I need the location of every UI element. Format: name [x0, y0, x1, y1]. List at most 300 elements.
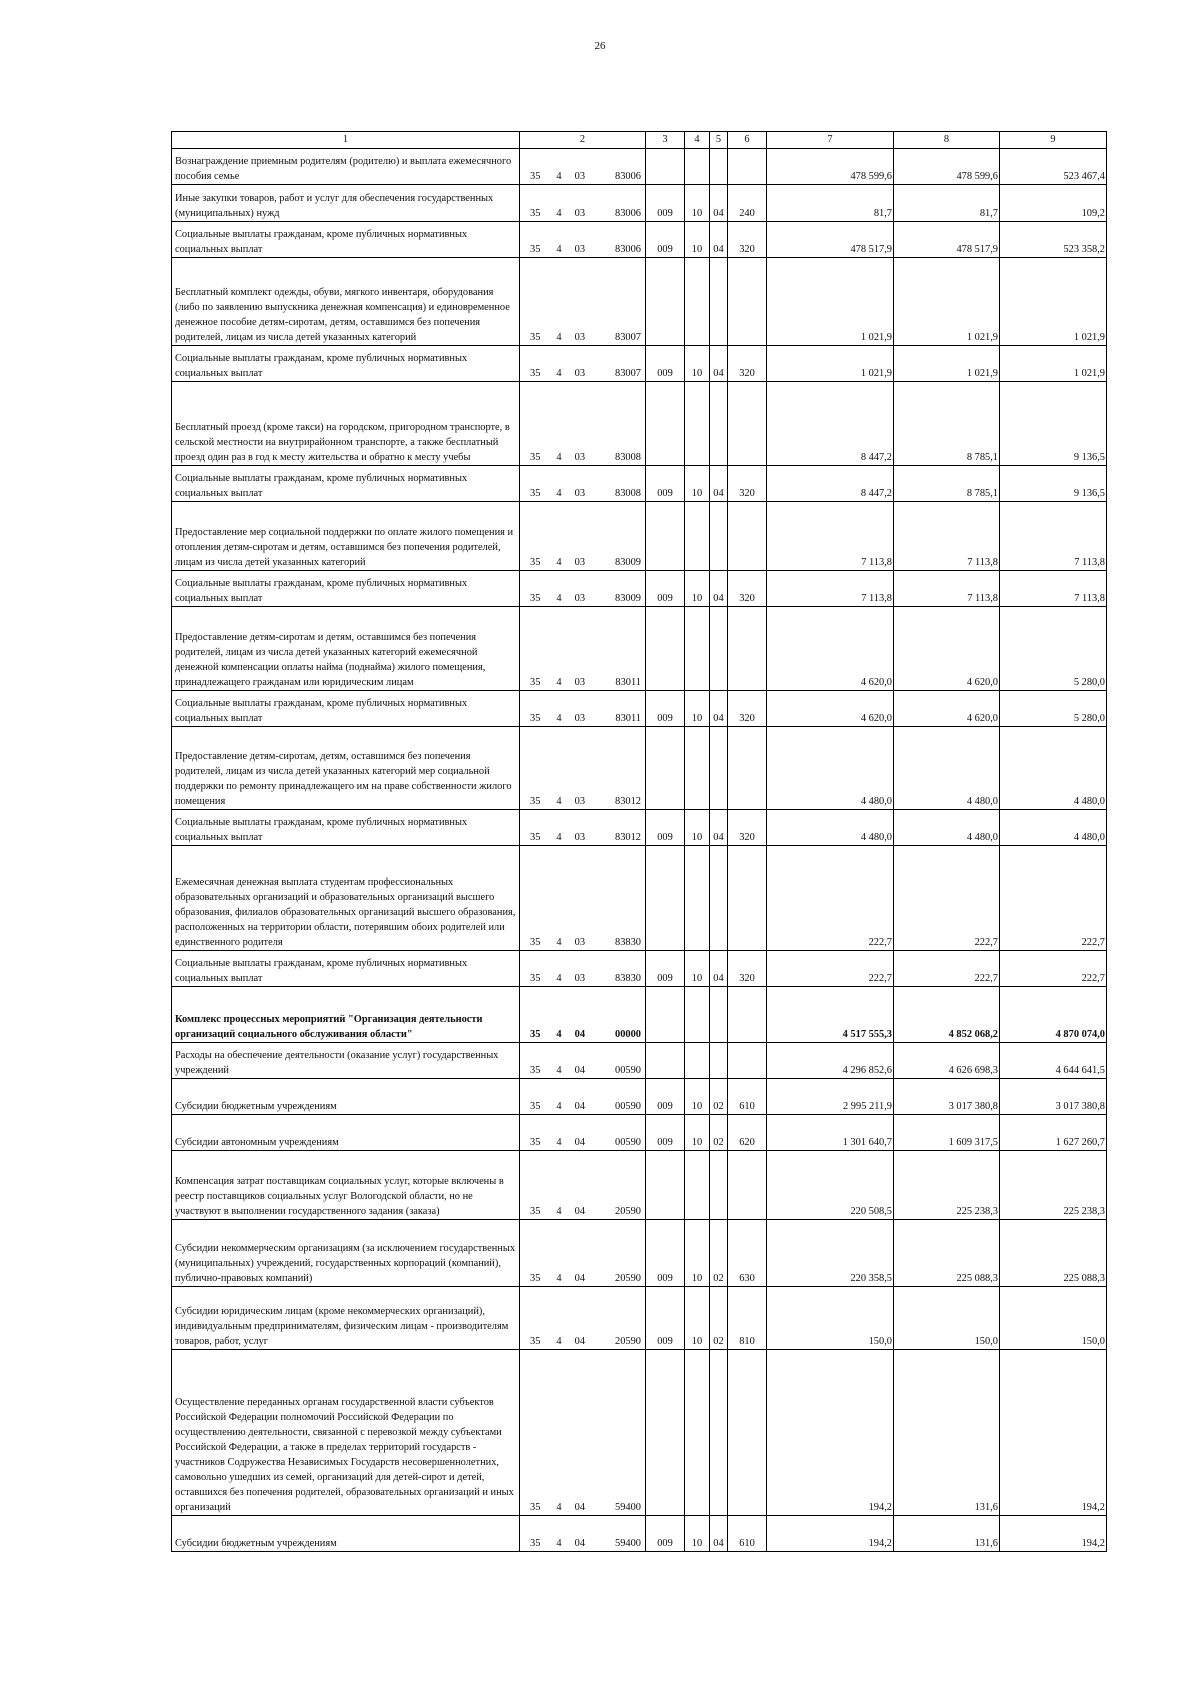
row-amount-col7: 4 517 555,3: [767, 987, 894, 1043]
row-amount-col8: 81,7: [894, 185, 1000, 222]
header-cell-5: 5: [710, 132, 728, 149]
row-subsection-code: [710, 258, 728, 346]
target-code-parts: [520, 830, 645, 845]
target-code-part: 35: [530, 1029, 541, 1040]
row-description: Предоставление мер социальной поддержки по оплате жилого помещения и отопления детям-сиротам и детям, оставшимся без попечения родителей, лицам из числа детей указанных категорий: [172, 502, 520, 571]
page-number: 26: [594, 40, 606, 52]
row-target-code: [520, 466, 646, 502]
row-amount-col8: 222,7: [894, 951, 1000, 987]
target-code-part: 00590: [615, 1065, 641, 1076]
target-code-parts: [520, 330, 645, 345]
row-amount-col8: 478 599,6: [894, 149, 1000, 185]
target-code-part: 4: [556, 332, 562, 343]
target-code-parts: [520, 935, 645, 950]
row-ministry-code: [646, 258, 685, 346]
table-row: [172, 810, 1107, 846]
row-expense-type-code: 320: [728, 222, 767, 258]
row-subsection-code: 04: [710, 185, 728, 222]
row-amount-col9: 4 480,0: [1000, 727, 1107, 810]
table-row: [172, 727, 1107, 810]
row-description: Бесплатный комплект одежды, обуви, мягкого инвентаря, оборудования (либо по заявлению выпускника денежная компенсация) и единовременное денежное пособие детям-сиротам, детям, оставшимся без попечения родителей, лицам из числа детей указанных категорий: [172, 258, 520, 346]
target-code-parts: [520, 971, 645, 986]
target-code-part: 03: [574, 244, 586, 255]
target-code-part: 03: [574, 557, 586, 568]
row-target-code: [520, 1151, 646, 1220]
row-ministry-code: [646, 727, 685, 810]
row-description: Ежемесячная денежная выплата студентам профессиональных образовательных организаций и образовательных организаций высшего образования, филиалов образовательных организаций высшего образования, расположенных на территории области, потерявшим обоих родителей или единственного родителя: [172, 846, 520, 951]
row-target-code: [520, 846, 646, 951]
target-code-part: 04: [574, 1206, 586, 1217]
target-code-part: 35: [530, 713, 541, 724]
row-amount-col9: 109,2: [1000, 185, 1107, 222]
target-code-part: 35: [530, 368, 541, 379]
target-code-part: 35: [530, 1065, 541, 1076]
row-amount-col8: 131,6: [894, 1350, 1000, 1516]
row-amount-col8: 1 609 317,5: [894, 1115, 1000, 1151]
table-body: [172, 132, 1107, 1552]
target-code-part: 35: [530, 593, 541, 604]
row-subsection-code: [710, 1151, 728, 1220]
budget-table: [171, 131, 1107, 1552]
row-expense-type-code: [728, 846, 767, 951]
target-code-part: 35: [530, 1206, 541, 1217]
row-ministry-code: 009: [646, 1079, 685, 1115]
target-code-part: 04: [574, 1538, 586, 1549]
row-amount-col8: 8 785,1: [894, 382, 1000, 466]
row-expense-type-code: 610: [728, 1079, 767, 1115]
row-amount-col7: 7 113,8: [767, 502, 894, 571]
row-expense-type-code: [728, 149, 767, 185]
row-description: Социальные выплаты гражданам, кроме публичных нормативных социальных выплат: [172, 691, 520, 727]
target-code-part: 35: [530, 1137, 541, 1148]
row-ministry-code: [646, 502, 685, 571]
target-code-parts: [520, 242, 645, 257]
row-amount-col8: 478 517,9: [894, 222, 1000, 258]
target-code-part: 03: [574, 832, 586, 843]
target-code-part: 35: [530, 677, 541, 688]
row-ministry-code: [646, 1151, 685, 1220]
target-code-part: 35: [530, 488, 541, 499]
row-expense-type-code: [728, 727, 767, 810]
row-target-code: [520, 149, 646, 185]
row-target-code: [520, 727, 646, 810]
row-ministry-code: 009: [646, 1516, 685, 1552]
row-amount-col8: 4 480,0: [894, 810, 1000, 846]
row-expense-type-code: 320: [728, 466, 767, 502]
row-amount-col9: 3 017 380,8: [1000, 1079, 1107, 1115]
row-section-code: 10: [685, 1079, 710, 1115]
target-code-part: 03: [574, 677, 586, 688]
target-code-part: 4: [556, 488, 562, 499]
row-expense-type-code: [728, 987, 767, 1043]
target-code-part: 35: [530, 208, 541, 219]
target-code-part: 4: [556, 832, 562, 843]
row-amount-col8: 4 626 698,3: [894, 1043, 1000, 1079]
row-amount-col8: 7 113,8: [894, 571, 1000, 607]
target-code-part: 35: [530, 1336, 541, 1347]
row-expense-type-code: 610: [728, 1516, 767, 1552]
target-code-part: 83012: [615, 796, 641, 807]
target-code-part: 04: [574, 1065, 586, 1076]
row-amount-col7: 7 113,8: [767, 571, 894, 607]
header-cell-2: 2: [520, 132, 646, 149]
row-ministry-code: 009: [646, 222, 685, 258]
target-code-part: 35: [530, 796, 541, 807]
row-expense-type-code: [728, 258, 767, 346]
target-code-part: 03: [574, 208, 586, 219]
row-subsection-code: 04: [710, 691, 728, 727]
table-row: [172, 951, 1107, 987]
row-section-code: [685, 846, 710, 951]
row-subsection-code: [710, 149, 728, 185]
row-amount-col9: 7 113,8: [1000, 502, 1107, 571]
row-amount-col9: 222,7: [1000, 951, 1107, 987]
target-code-part: 4: [556, 208, 562, 219]
row-target-code: [520, 607, 646, 691]
table-row: [172, 222, 1107, 258]
row-description: Социальные выплаты гражданам, кроме публичных нормативных социальных выплат: [172, 346, 520, 382]
row-amount-col7: 222,7: [767, 846, 894, 951]
target-code-part: 83011: [615, 677, 641, 688]
row-expense-type-code: [728, 1151, 767, 1220]
row-expense-type-code: [728, 502, 767, 571]
row-amount-col7: 194,2: [767, 1516, 894, 1552]
target-code-parts: [520, 1271, 645, 1286]
row-amount-col7: 1 021,9: [767, 346, 894, 382]
row-ministry-code: 009: [646, 346, 685, 382]
target-code-part: 03: [574, 332, 586, 343]
row-subsection-code: 04: [710, 222, 728, 258]
row-ministry-code: 009: [646, 571, 685, 607]
target-code-part: 83011: [615, 713, 641, 724]
row-amount-col7: 478 599,6: [767, 149, 894, 185]
target-code-part: 4: [556, 1273, 562, 1284]
row-amount-col7: 4 480,0: [767, 727, 894, 810]
target-code-part: 83006: [615, 208, 641, 219]
target-code-part: 4: [556, 593, 562, 604]
row-expense-type-code: 320: [728, 691, 767, 727]
row-target-code: [520, 1516, 646, 1552]
table-row: [172, 1220, 1107, 1287]
target-code-part: 03: [574, 937, 586, 948]
target-code-part: 04: [574, 1336, 586, 1347]
row-target-code: [520, 987, 646, 1043]
row-section-code: [685, 502, 710, 571]
row-amount-col9: 4 644 641,5: [1000, 1043, 1107, 1079]
target-code-part: 35: [530, 973, 541, 984]
table-row: [172, 149, 1107, 185]
target-code-part: 59400: [615, 1538, 641, 1549]
row-amount-col9: 225 088,3: [1000, 1220, 1107, 1287]
row-target-code: [520, 346, 646, 382]
target-code-parts: [520, 1027, 645, 1042]
row-target-code: [520, 691, 646, 727]
row-amount-col7: 1 021,9: [767, 258, 894, 346]
row-amount-col8: 222,7: [894, 846, 1000, 951]
target-code-part: 04: [574, 1273, 586, 1284]
row-target-code: [520, 1043, 646, 1079]
row-target-code: [520, 222, 646, 258]
row-expense-type-code: 240: [728, 185, 767, 222]
row-ministry-code: 009: [646, 691, 685, 727]
row-description: Бесплатный проезд (кроме такси) на городском, пригородном транспорте, в сельской местности на внутрирайонном транспорте, а также бесплатный проезд один раз в год к месту жительства и обратно к месту учебы: [172, 382, 520, 466]
table-row: [172, 466, 1107, 502]
target-code-part: 83830: [615, 937, 641, 948]
row-target-code: [520, 810, 646, 846]
target-code-parts: [520, 1099, 645, 1114]
target-code-part: 20590: [615, 1336, 641, 1347]
row-amount-col9: 7 113,8: [1000, 571, 1107, 607]
row-amount-col8: 131,6: [894, 1516, 1000, 1552]
target-code-parts: [520, 591, 645, 606]
row-amount-col7: 220 508,5: [767, 1151, 894, 1220]
row-ministry-code: [646, 846, 685, 951]
row-subsection-code: 04: [710, 571, 728, 607]
row-target-code: [520, 951, 646, 987]
row-amount-col9: 1 627 260,7: [1000, 1115, 1107, 1151]
target-code-part: 03: [574, 973, 586, 984]
table-row: [172, 1287, 1107, 1350]
row-amount-col8: 1 021,9: [894, 258, 1000, 346]
row-ministry-code: [646, 149, 685, 185]
target-code-part: 35: [530, 1502, 541, 1513]
row-amount-col8: 4 852 068,2: [894, 987, 1000, 1043]
target-code-part: 4: [556, 973, 562, 984]
row-description: Расходы на обеспечение деятельности (оказание услуг) государственных учреждений: [172, 1043, 520, 1079]
target-code-part: 03: [574, 796, 586, 807]
target-code-parts: [520, 1135, 645, 1150]
target-code-parts: [520, 450, 645, 465]
target-code-part: 00590: [615, 1137, 641, 1148]
row-ministry-code: 009: [646, 466, 685, 502]
row-subsection-code: 04: [710, 951, 728, 987]
row-subsection-code: 04: [710, 346, 728, 382]
target-code-parts: [520, 206, 645, 221]
target-code-parts: [520, 1063, 645, 1078]
row-ministry-code: [646, 1043, 685, 1079]
table-row: [172, 1079, 1107, 1115]
target-code-part: 4: [556, 1137, 562, 1148]
row-expense-type-code: 320: [728, 951, 767, 987]
target-code-part: 4: [556, 452, 562, 463]
target-code-parts: [520, 366, 645, 381]
row-section-code: 10: [685, 185, 710, 222]
row-expense-type-code: [728, 382, 767, 466]
target-code-part: 35: [530, 1101, 541, 1112]
row-target-code: [520, 382, 646, 466]
target-code-parts: [520, 555, 645, 570]
row-section-code: 10: [685, 222, 710, 258]
row-ministry-code: [646, 987, 685, 1043]
target-code-part: 04: [574, 1137, 586, 1148]
target-code-part: 4: [556, 937, 562, 948]
row-section-code: 10: [685, 691, 710, 727]
row-ministry-code: 009: [646, 810, 685, 846]
row-amount-col9: 523 358,2: [1000, 222, 1107, 258]
target-code-parts: [520, 169, 645, 184]
row-section-code: 10: [685, 1287, 710, 1350]
row-target-code: [520, 502, 646, 571]
target-code-part: 00590: [615, 1101, 641, 1112]
row-amount-col7: 4 296 852,6: [767, 1043, 894, 1079]
row-ministry-code: [646, 382, 685, 466]
row-description: Субсидии бюджетным учреждениям: [172, 1079, 520, 1115]
row-amount-col9: 523 467,4: [1000, 149, 1107, 185]
row-amount-col9: 4 480,0: [1000, 810, 1107, 846]
header-cell-4: 4: [685, 132, 710, 149]
row-amount-col8: 4 480,0: [894, 727, 1000, 810]
row-amount-col8: 225 088,3: [894, 1220, 1000, 1287]
row-subsection-code: 02: [710, 1115, 728, 1151]
row-amount-col7: 4 480,0: [767, 810, 894, 846]
row-amount-col7: 1 301 640,7: [767, 1115, 894, 1151]
target-code-part: 20590: [615, 1206, 641, 1217]
row-section-code: 10: [685, 951, 710, 987]
row-subsection-code: [710, 382, 728, 466]
row-subsection-code: 02: [710, 1079, 728, 1115]
table-row: [172, 607, 1107, 691]
target-code-part: 35: [530, 937, 541, 948]
row-amount-col9: 9 136,5: [1000, 382, 1107, 466]
row-section-code: [685, 987, 710, 1043]
target-code-part: 4: [556, 1336, 562, 1347]
row-amount-col7: 8 447,2: [767, 466, 894, 502]
row-section-code: [685, 1350, 710, 1516]
target-code-part: 83009: [615, 593, 641, 604]
row-section-code: 10: [685, 1115, 710, 1151]
table-row: [172, 691, 1107, 727]
target-code-part: 35: [530, 1273, 541, 1284]
target-code-part: 03: [574, 171, 586, 182]
row-ministry-code: 009: [646, 185, 685, 222]
row-description: Комплекс процессных мероприятий "Организация деятельности организаций социального обслуживания области": [172, 987, 520, 1043]
row-target-code: [520, 1115, 646, 1151]
row-subsection-code: [710, 1043, 728, 1079]
row-description: Вознаграждение приемным родителям (родителю) и выплата ежемесячного пособия семье: [172, 149, 520, 185]
row-amount-col7: 478 517,9: [767, 222, 894, 258]
row-expense-type-code: [728, 607, 767, 691]
row-target-code: [520, 571, 646, 607]
row-amount-col7: 2 995 211,9: [767, 1079, 894, 1115]
header-cell-6: 6: [728, 132, 767, 149]
header-cell-3: 3: [646, 132, 685, 149]
table-row: [172, 502, 1107, 571]
row-target-code: [520, 258, 646, 346]
row-amount-col7: 222,7: [767, 951, 894, 987]
header-cell-9: 9: [1000, 132, 1107, 149]
target-code-part: 4: [556, 1206, 562, 1217]
row-amount-col9: 225 238,3: [1000, 1151, 1107, 1220]
target-code-part: 83012: [615, 832, 641, 843]
row-subsection-code: [710, 727, 728, 810]
table-row: [172, 571, 1107, 607]
row-section-code: [685, 258, 710, 346]
target-code-part: 83006: [615, 171, 641, 182]
row-description: Иные закупки товаров, работ и услуг для обеспечения государственных (муниципальных) нужд: [172, 185, 520, 222]
row-subsection-code: [710, 502, 728, 571]
target-code-part: 35: [530, 832, 541, 843]
row-expense-type-code: 630: [728, 1220, 767, 1287]
row-expense-type-code: [728, 1350, 767, 1516]
target-code-part: 35: [530, 557, 541, 568]
row-description: Субсидии автономным учреждениям: [172, 1115, 520, 1151]
target-code-part: 83830: [615, 973, 641, 984]
table-row: [172, 846, 1107, 951]
target-code-part: 35: [530, 244, 541, 255]
target-code-parts: [520, 1334, 645, 1349]
row-expense-type-code: 320: [728, 810, 767, 846]
table-row: [172, 382, 1107, 466]
row-subsection-code: 04: [710, 466, 728, 502]
row-description: Компенсация затрат поставщикам социальных услуг, которые включены в реестр поставщиков социальных услуг Вологодской области, но не участвуют в выполнении государственного задания (заказа): [172, 1151, 520, 1220]
row-subsection-code: 04: [710, 1516, 728, 1552]
row-expense-type-code: 810: [728, 1287, 767, 1350]
table-row: [172, 1151, 1107, 1220]
row-description: Осуществление переданных органам государственной власти субъектов Российской Федерации полномочий Российской Федерации по осуществлению деятельности, связанной с перевозкой между субъектами Российской Федерации, а также в пределах территорий государств - участников Содружества Независимых Государств несовершеннолетних, самовольно ушедших из семей, организаций для детей-сирот и детей, оставшихся без попечения родителей, образовательных организаций и иных организаций: [172, 1350, 520, 1516]
row-subsection-code: [710, 987, 728, 1043]
row-description: Субсидии бюджетным учреждениям: [172, 1516, 520, 1552]
table-row: [172, 1516, 1107, 1552]
table-row: [172, 258, 1107, 346]
row-amount-col8: 4 620,0: [894, 691, 1000, 727]
target-code-part: 4: [556, 1502, 562, 1513]
target-code-parts: [520, 1536, 645, 1551]
target-code-parts: [520, 711, 645, 726]
row-amount-col7: 81,7: [767, 185, 894, 222]
row-amount-col7: 150,0: [767, 1287, 894, 1350]
row-description: Социальные выплаты гражданам, кроме публичных нормативных социальных выплат: [172, 571, 520, 607]
row-amount-col7: 4 620,0: [767, 607, 894, 691]
target-code-part: 03: [574, 452, 586, 463]
row-section-code: 10: [685, 571, 710, 607]
row-amount-col8: 150,0: [894, 1287, 1000, 1350]
row-amount-col8: 7 113,8: [894, 502, 1000, 571]
target-code-part: 83008: [615, 488, 641, 499]
target-code-parts: [520, 1204, 645, 1219]
target-code-part: 4: [556, 1065, 562, 1076]
row-description: Субсидии некоммерческим организациям (за исключением государственных (муниципальных) учреждений, государственных корпораций (компаний), публично-правовых компаний): [172, 1220, 520, 1287]
table-row: [172, 1350, 1107, 1516]
header-cell-7: 7: [767, 132, 894, 149]
row-amount-col8: 225 238,3: [894, 1151, 1000, 1220]
target-code-part: 59400: [615, 1502, 641, 1513]
table-row: [172, 1115, 1107, 1151]
target-code-part: 83007: [615, 368, 641, 379]
table-row: [172, 346, 1107, 382]
target-code-part: 04: [574, 1101, 586, 1112]
row-description: Социальные выплаты гражданам, кроме публичных нормативных социальных выплат: [172, 810, 520, 846]
row-section-code: [685, 149, 710, 185]
row-section-code: [685, 1043, 710, 1079]
row-ministry-code: [646, 607, 685, 691]
row-ministry-code: 009: [646, 1220, 685, 1287]
row-target-code: [520, 1350, 646, 1516]
row-amount-col9: 4 870 074,0: [1000, 987, 1107, 1043]
target-code-part: 4: [556, 713, 562, 724]
row-section-code: [685, 1151, 710, 1220]
row-section-code: [685, 607, 710, 691]
row-amount-col9: 5 280,0: [1000, 691, 1107, 727]
row-amount-col8: 8 785,1: [894, 466, 1000, 502]
row-amount-col8: 1 021,9: [894, 346, 1000, 382]
row-section-code: 10: [685, 466, 710, 502]
row-section-code: 10: [685, 346, 710, 382]
row-subsection-code: 02: [710, 1220, 728, 1287]
target-code-part: 03: [574, 488, 586, 499]
target-code-part: 83007: [615, 332, 641, 343]
target-code-part: 00000: [615, 1029, 641, 1040]
row-description: Предоставление детям-сиротам, детям, оставшимся без попечения родителей, лицам из числа детей указанных категорий мер социальной поддержки по ремонту принадлежащего им на праве собственности жилого помещения: [172, 727, 520, 810]
